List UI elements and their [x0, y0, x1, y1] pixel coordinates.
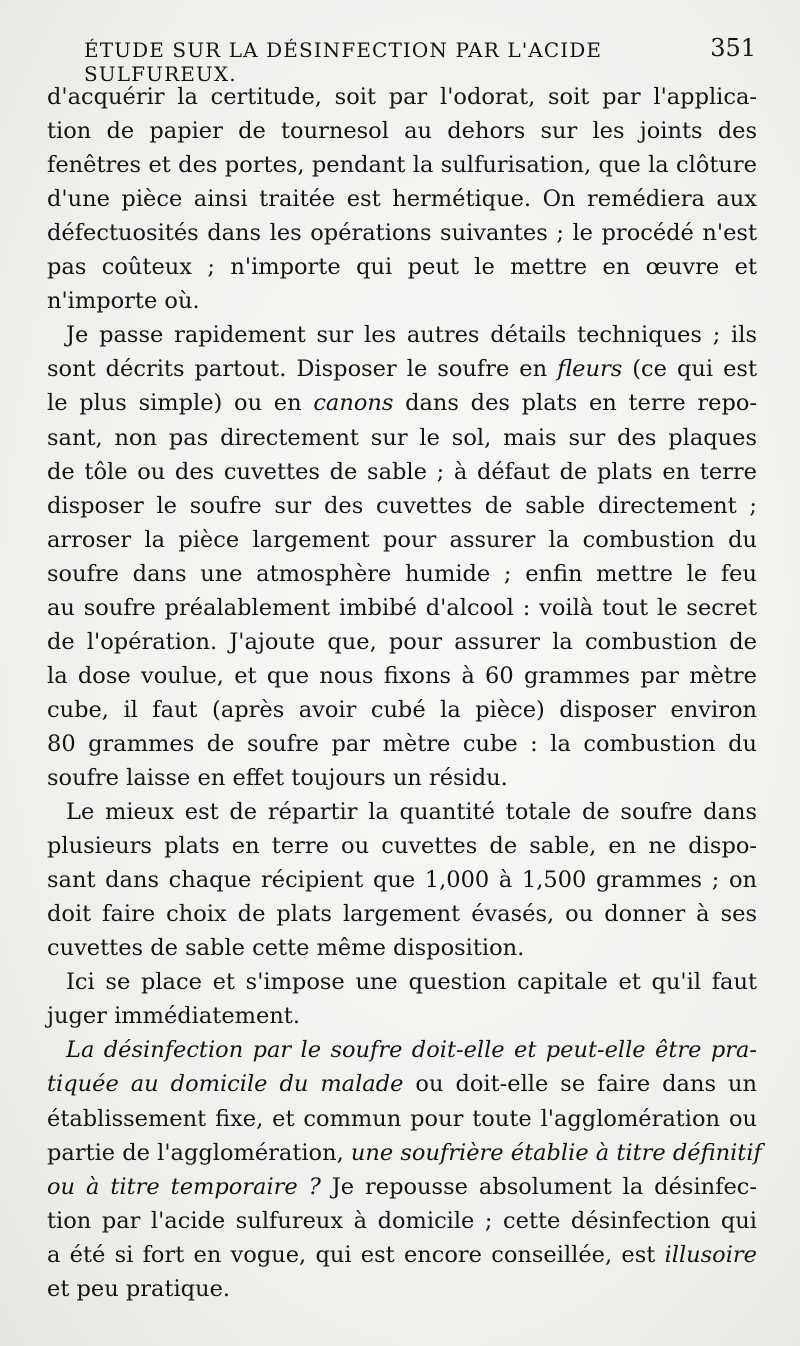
text-segment: établissement fixe, et commun pour toute l'agglomération ou [47, 1105, 757, 1132]
text-line [47, 386, 757, 420]
text-line [47, 455, 757, 489]
text-segment: sant, non pas directement sur le sol, mais sur des plaques [47, 424, 757, 451]
text-line [47, 1238, 757, 1272]
text-line [47, 1067, 757, 1101]
text-line [47, 1136, 762, 1170]
text-line [66, 795, 757, 829]
text-segment: au soufre préalablement imbibé d'alcool : voilà tout le secret [47, 594, 757, 621]
text-segment: le plus simple) ou en [47, 390, 314, 417]
text-segment: disposer le soufre sur des cuvettes de sable directement ; [47, 492, 757, 519]
text-line [47, 1204, 757, 1238]
text-line [47, 625, 757, 659]
text-segment: a été si fort en vogue, qui est encore conseillée, est [47, 1241, 665, 1268]
text-segment: doit faire choix de plats largement évasés, ou donner à ses [47, 901, 757, 928]
text-segment: pas coûteux ; n'importe qui peut le mettre en œuvre et [47, 254, 757, 281]
text-line [47, 591, 757, 625]
text-line [47, 284, 757, 318]
text-segment: Le mieux est de répartir la quantité totale de soufre dans [66, 799, 757, 826]
text-line [47, 761, 757, 795]
text-line [47, 897, 757, 931]
text-segment: cube, il faut (après avoir cubé la pièce) disposer environ [47, 696, 757, 723]
text-segment: tion de papier de tournesol au dehors sur les joints des [47, 118, 757, 145]
italic-text: La désinfection par le soufre doit-elle et peut-elle être pra- [66, 1037, 757, 1064]
text-line [47, 829, 757, 863]
text-line [47, 557, 757, 591]
text-segment: soufre dans une atmosphère humide ; enfin mettre le feu [47, 560, 757, 587]
italic-text: canons [313, 390, 394, 417]
text-line [47, 1170, 757, 1204]
text-line [66, 318, 757, 352]
text-line [47, 250, 757, 284]
text-line [47, 421, 757, 455]
text-line [47, 693, 757, 727]
page-header [84, 34, 756, 86]
text-line [47, 863, 757, 897]
text-line [47, 1102, 757, 1136]
text-line [66, 1033, 757, 1067]
text-line [66, 965, 757, 999]
text-line [47, 931, 757, 965]
text-segment: 80 grammes de soufre par mètre cube : la combustion du [47, 730, 757, 757]
italic-text: ou à titre temporaire ? [47, 1173, 321, 1200]
italic-text: une soufrière établie à titre définitif [350, 1139, 762, 1166]
text-segment: fenêtres et des portes, pendant la sulfurisation, que la clôture [47, 152, 757, 179]
text-line [47, 216, 757, 250]
text-segment: Ici se place et s'impose une question capitale et qu'il faut [66, 969, 757, 996]
italic-text: illusoire [664, 1241, 757, 1268]
italic-text: fleurs [557, 356, 623, 383]
text-line [47, 352, 757, 386]
text-segment: Je passe rapidement sur les autres détails techniques ; ils [66, 322, 757, 349]
text-line [47, 523, 757, 557]
text-segment: défectuosités dans les opérations suivantes ; le procédé n'est [47, 220, 757, 247]
text-segment: soufre laisse en effet toujours un résidu. [47, 765, 508, 791]
text-line [47, 727, 757, 761]
text-segment: Je repousse absolument la désinfec- [320, 1173, 757, 1200]
text-segment: sant dans chaque récipient que 1,000 à 1,500 grammes ; on [47, 867, 757, 894]
text-segment: tion par l'acide sulfureux à domicile ; cette désinfection qui [47, 1207, 757, 1234]
text-segment: dans des plats en terre repo- [393, 390, 757, 417]
text-segment: de tôle ou des cuvettes de sable ; à défaut de plats en terre [47, 458, 757, 485]
running-title: ÉTUDE SUR LA DÉSINFECTION PAR L'ACIDE SULFUREUX. [84, 38, 603, 86]
text-segment: juger immédiatement. [47, 1003, 300, 1030]
text-segment: de l'opération. J'ajoute que, pour assurer la combustion de [47, 628, 757, 655]
text-segment: n'importe où. [47, 288, 200, 315]
text-line [47, 80, 757, 114]
text-line [47, 148, 757, 182]
text-segment: et peu pratique. [47, 1275, 231, 1302]
italic-text: tiquée au domicile du malade [47, 1071, 404, 1098]
text-segment: plusieurs plats en terre ou cuvettes de sable, en ne dispo- [47, 833, 757, 860]
text-segment: d'acquérir la certitude, soit par l'odorat, soit par l'applica- [47, 84, 757, 110]
text-line [47, 114, 757, 148]
text-line [47, 659, 757, 693]
text-line [47, 182, 757, 216]
text-line [47, 1272, 757, 1306]
text-line [47, 999, 757, 1033]
text-segment: cuvettes de sable cette même disposition. [47, 935, 525, 962]
text-segment: d'une pièce ainsi traitée est hermétique. On remédiera aux [47, 186, 757, 213]
text-segment: la dose voulue, et que nous fixons à 60 grammes par mètre [47, 662, 757, 689]
text-segment: (ce qui est [622, 356, 757, 383]
text-segment: partie de l'agglomération, [47, 1139, 351, 1166]
page-number: 351 [710, 34, 756, 62]
text-segment: arroser la pièce largement pour assurer la combustion du [47, 526, 757, 553]
text-segment: sont décrits partout. Disposer le soufre en [47, 356, 558, 383]
text-line [47, 489, 757, 523]
text-segment: ou doit-elle se faire dans un [403, 1071, 757, 1098]
